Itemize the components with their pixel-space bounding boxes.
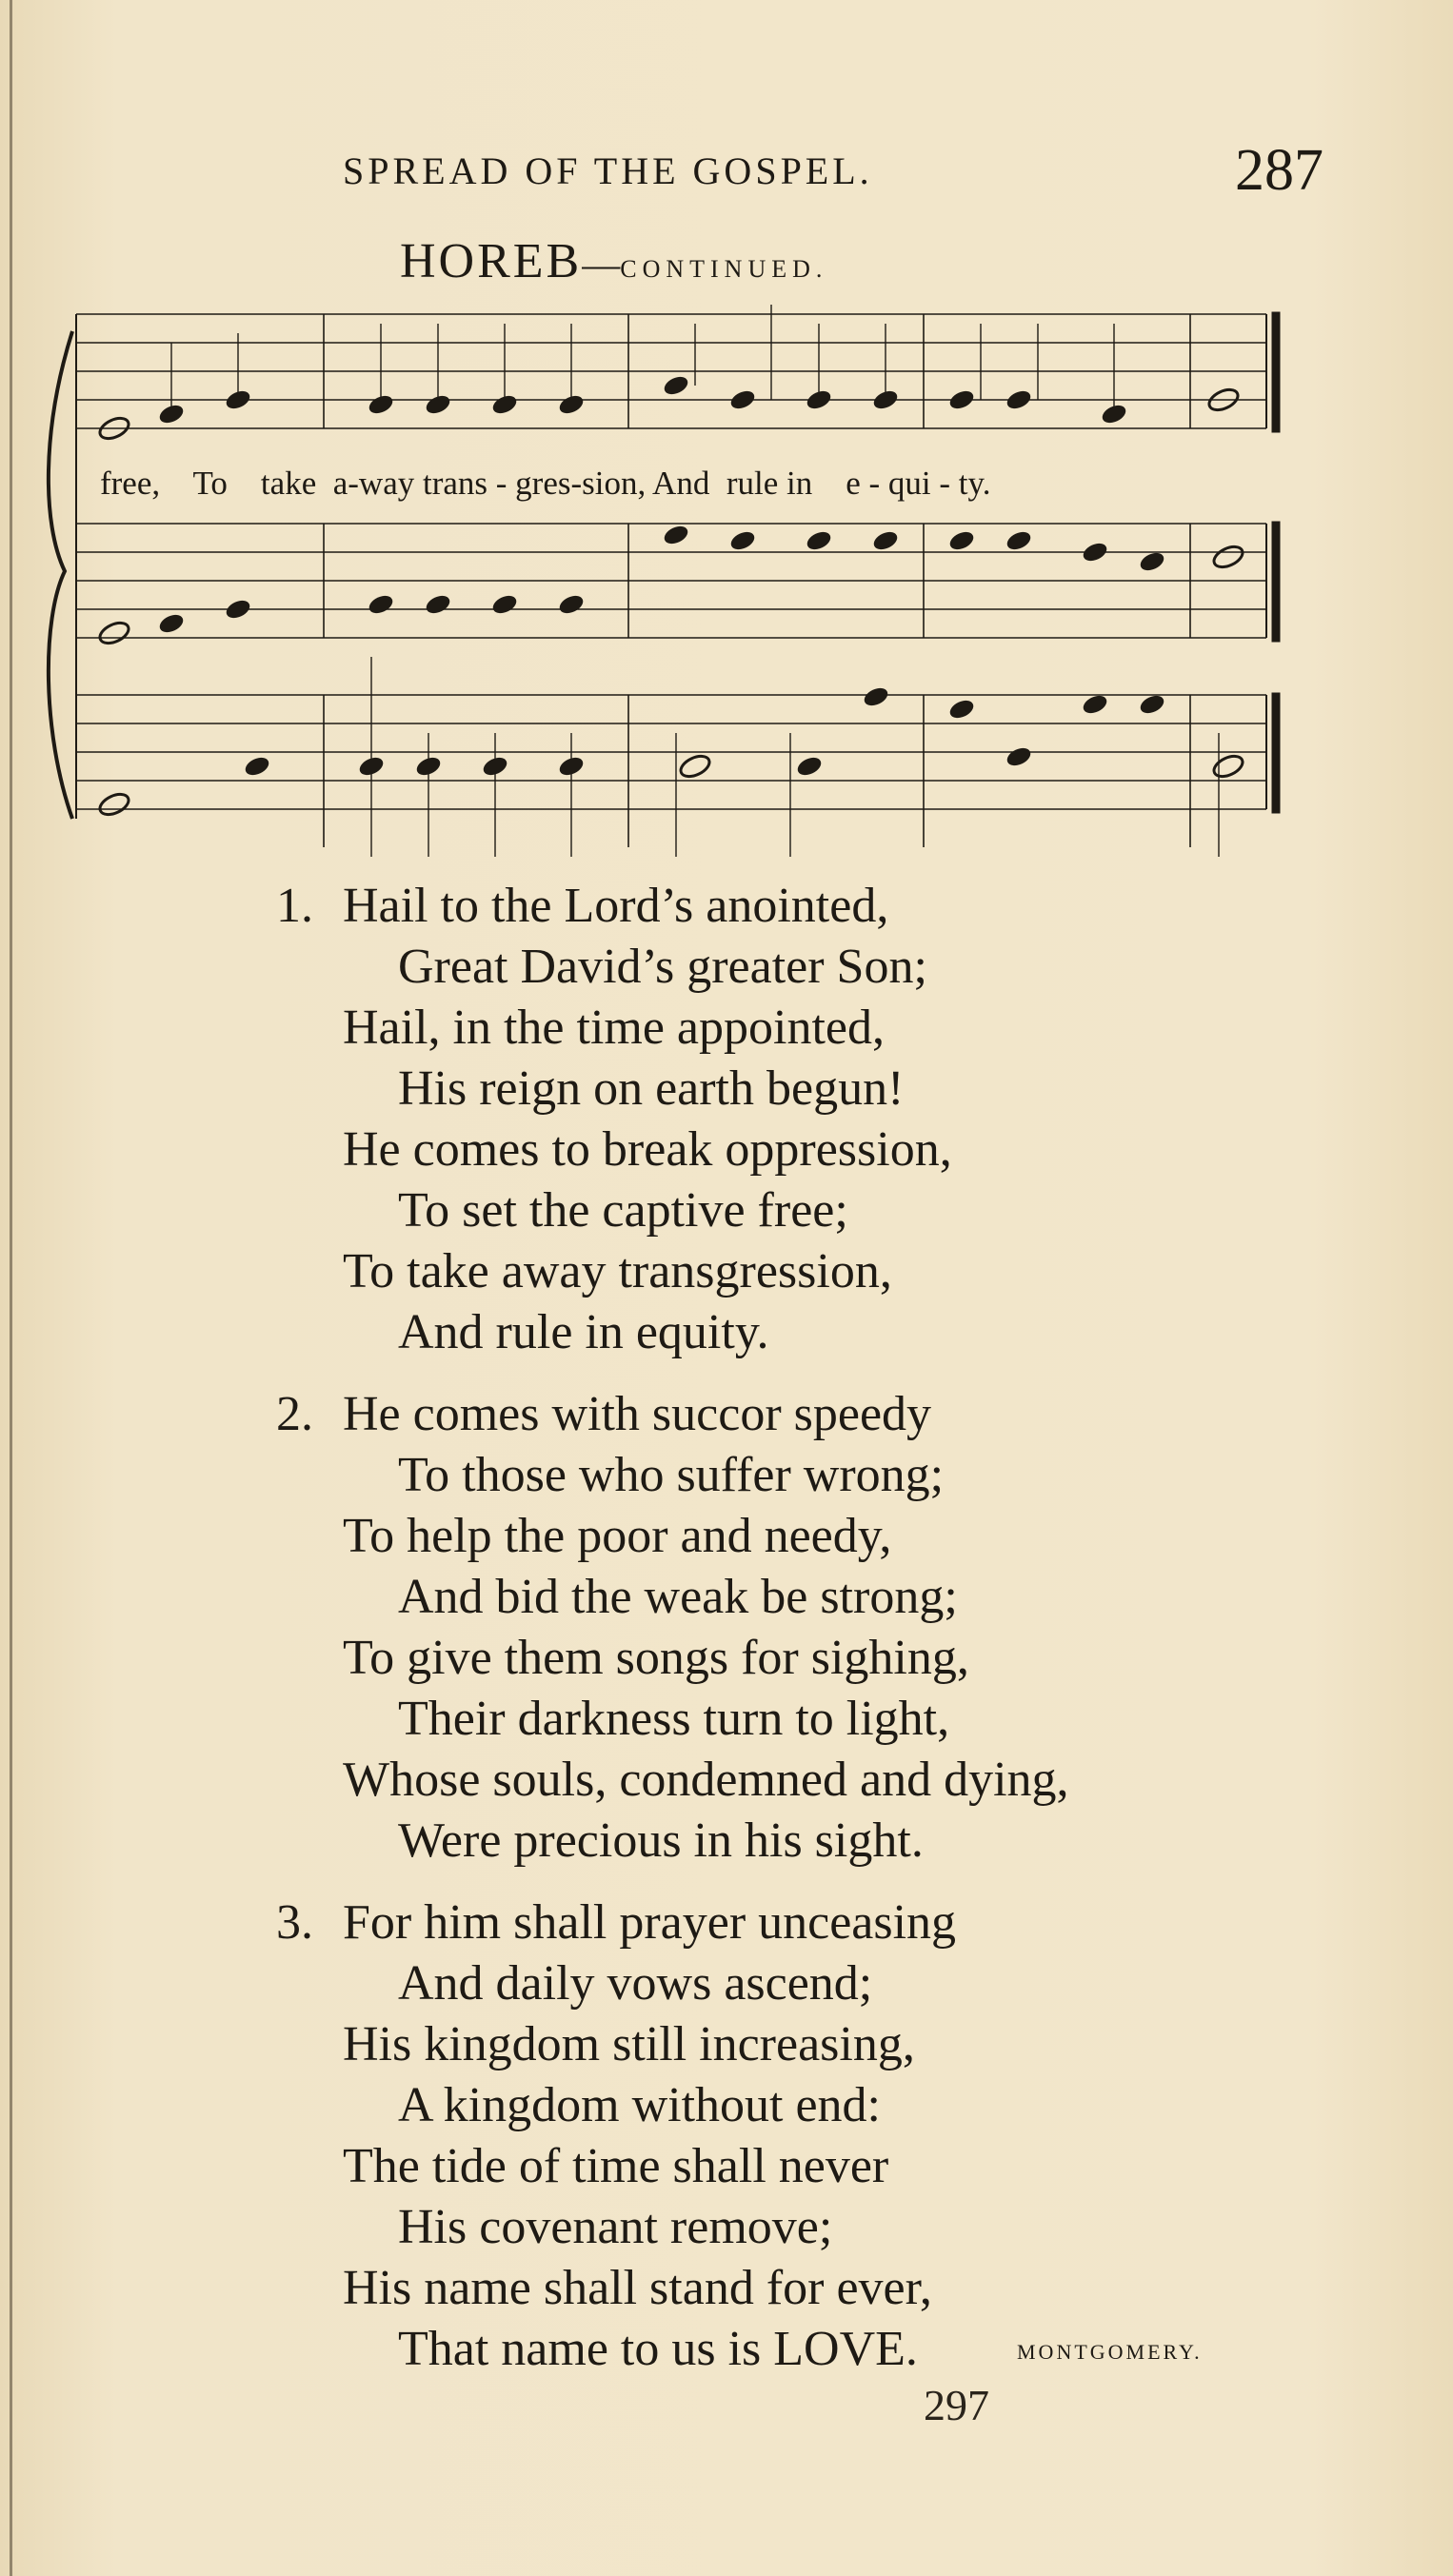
stanza-number: 2. bbox=[276, 1387, 313, 1441]
binding-edge bbox=[10, 0, 12, 2576]
verse-line: To set the captive free; bbox=[398, 1183, 848, 1238]
verse-line: His kingdom still increasing, bbox=[343, 2017, 915, 2071]
verse-line: He comes with succor speedy bbox=[343, 1387, 932, 1441]
verse-line: Their darkness turn to light, bbox=[398, 1692, 950, 1746]
final-barline bbox=[1266, 312, 1280, 813]
hymn-verses bbox=[276, 876, 1324, 2401]
verse-line: To help the poor and needy, bbox=[343, 1509, 892, 1563]
verse-line: Great David’s greater Son; bbox=[398, 940, 927, 994]
verse-line: That name to us is LOVE. bbox=[398, 2322, 918, 2376]
tune-continued-label: CONTINUED. bbox=[620, 255, 828, 283]
verse-line: A kingdom without end: bbox=[398, 2078, 881, 2132]
verse-line: Whose souls, condemned and dying, bbox=[343, 1753, 1069, 1807]
page-number: 287 bbox=[1235, 138, 1324, 203]
music-score bbox=[38, 286, 1324, 857]
page-header bbox=[343, 138, 1324, 209]
verse-line: Were precious in his sight. bbox=[398, 1813, 924, 1868]
verse-line: And bid the weak be strong; bbox=[398, 1570, 958, 1624]
verse-line: His covenant remove; bbox=[398, 2200, 833, 2254]
verse-line: The tide of time shall never bbox=[343, 2139, 889, 2193]
tune-dash: — bbox=[582, 243, 621, 286]
verse-line: To give them songs for sighing, bbox=[343, 1631, 969, 1685]
verse-line: Hail, in the time appointed, bbox=[343, 1001, 885, 1055]
stanza bbox=[276, 876, 1324, 1363]
running-title: SPREAD OF THE GOSPEL. bbox=[343, 149, 873, 192]
stanza bbox=[276, 1384, 1324, 1872]
signature-mark: 297 bbox=[924, 2381, 989, 2429]
staff-1 bbox=[76, 314, 1266, 428]
verse-line: To take away transgression, bbox=[343, 1244, 892, 1298]
verse-line: For him shall prayer unceasing bbox=[343, 1895, 957, 1950]
author-credit: MONTGOMERY. bbox=[1017, 2340, 1203, 2364]
verse-line: His reign on earth begun! bbox=[398, 1061, 905, 1116]
verse-line: And rule in equity. bbox=[398, 1305, 769, 1359]
verse-line: He comes to break oppression, bbox=[343, 1122, 952, 1177]
score-lyric-underlay: free, To take a-way trans - gres-sion, And rule in e - qui - ty. bbox=[100, 465, 991, 502]
verse-line: His name shall stand for ever, bbox=[343, 2261, 932, 2315]
stanza bbox=[276, 1892, 1324, 2380]
stanza-number: 1. bbox=[276, 879, 313, 933]
verse-line: Hail to the Lord’s anointed, bbox=[343, 879, 889, 933]
verse-line: And daily vows ascend; bbox=[398, 1956, 873, 2011]
verse-line: To those who suffer wrong; bbox=[398, 1448, 945, 1502]
stanza-number: 3. bbox=[276, 1895, 313, 1950]
tune-name: HOREB bbox=[400, 234, 583, 288]
system-brace bbox=[49, 331, 72, 819]
